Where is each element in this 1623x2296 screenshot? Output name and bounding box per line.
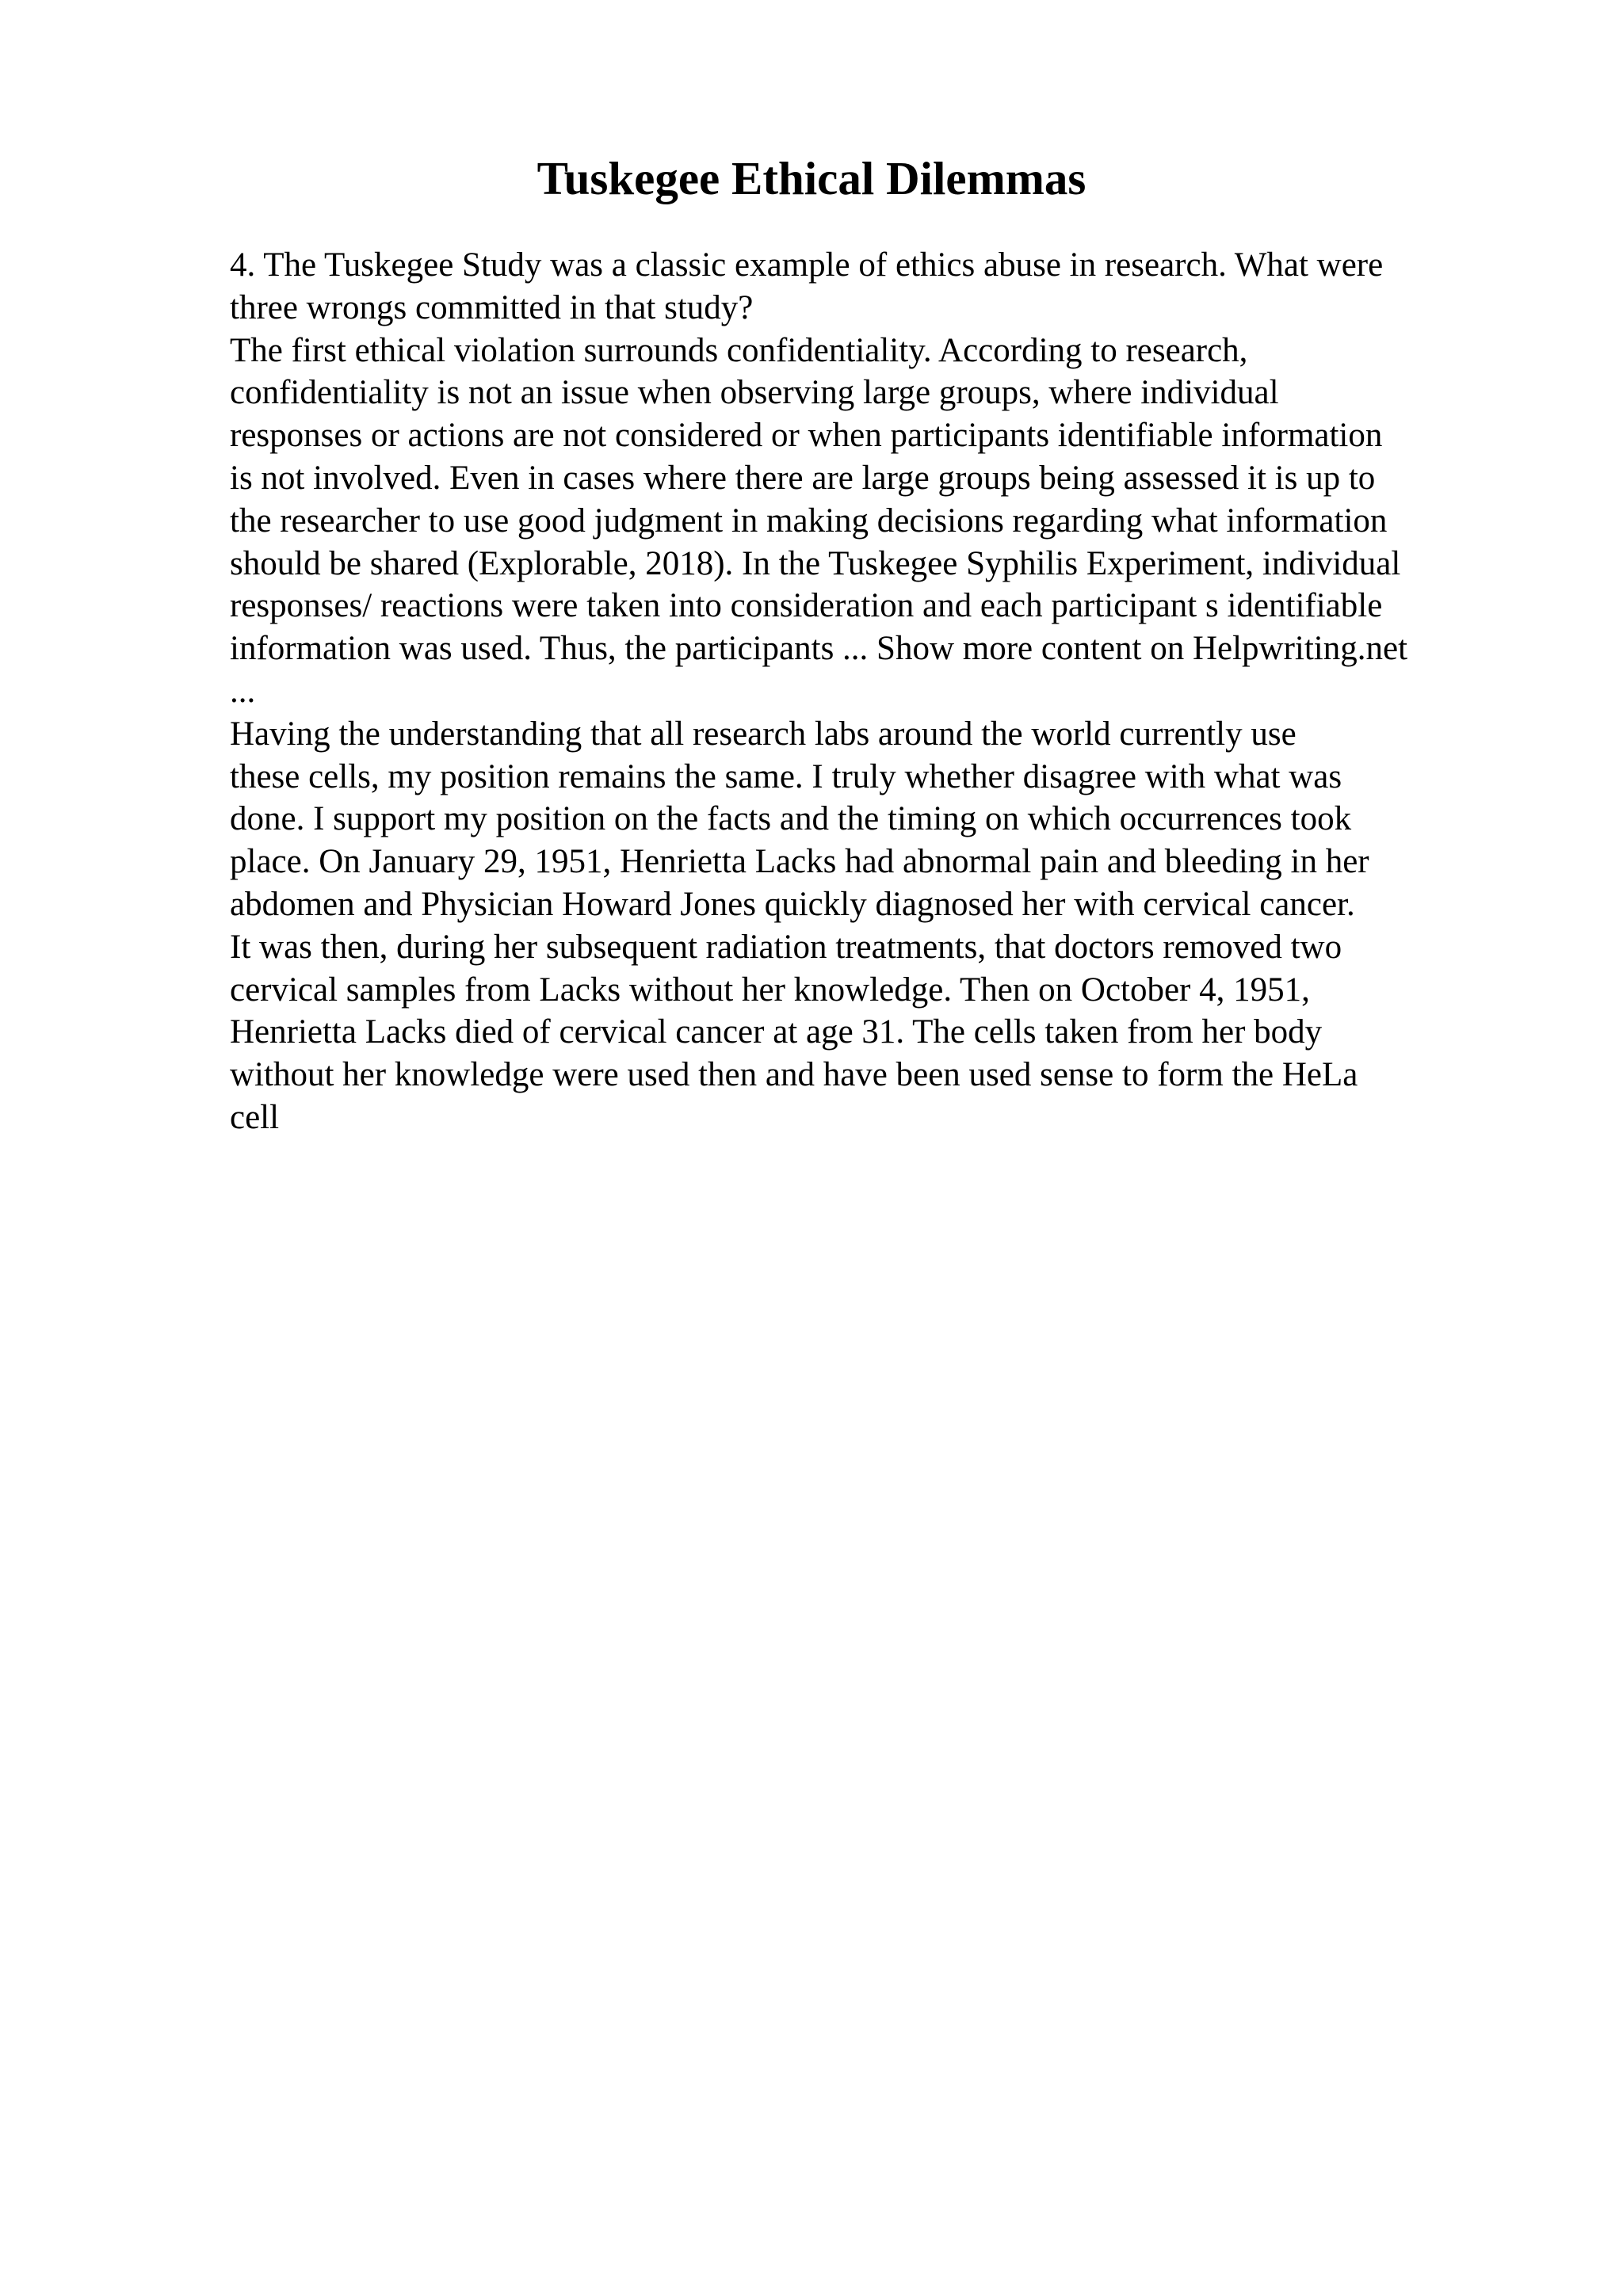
body-line: without her knowledge were used then and have been used sense to form the HeLa — [230, 1056, 1358, 1094]
body-line: place. On January 29, 1951, Henrietta Lacks had abnormal pain and bleeding in her — [230, 843, 1369, 881]
body-line: these cells, my position remains the same. I truly whether disagree with what was — [230, 757, 1342, 795]
body-line: The first ethical violation surrounds confidentiality. According to research, — [230, 331, 1248, 369]
body-line: is not involved. Even in cases where there are large groups being assessed it is up to — [230, 459, 1376, 497]
body-line: cell — [230, 1098, 280, 1136]
body-line: should be shared (Explorable, 2018). In the Tuskegee Syphilis Experiment, individual — [230, 544, 1401, 582]
body-line: Henrietta Lacks died of cervical cancer at age 31. The cells taken from her body — [230, 1013, 1323, 1051]
body-line: responses or actions are not considered or when participants identifiable information — [230, 417, 1383, 455]
body-line: cervical samples from Lacks without her knowledge. Then on October 4, 1951, — [230, 971, 1310, 1009]
body-line: three wrongs committed in that study? — [230, 288, 754, 326]
body-line: done. I support my position on the facts and the timing on which occurrences took — [230, 800, 1352, 838]
body-line: 4. The Tuskegee Study was a classic example of ethics abuse in research. What were — [230, 246, 1384, 284]
body-line: abdomen and Physician Howard Jones quickly diagnosed her with cervical cancer. — [230, 885, 1355, 923]
body-line: the researcher to use good judgment in making decisions regarding what information — [230, 502, 1388, 540]
body-line: responses/ reactions were taken into consideration and each participant s identifiable — [230, 587, 1383, 625]
body-line: It was then, during her subsequent radiation treatments, that doctors removed two — [230, 928, 1342, 966]
body-line: confidentiality is not an issue when observing large groups, where individual — [230, 374, 1279, 412]
document-body — [230, 244, 1514, 1139]
body-line: ... — [230, 672, 256, 710]
body-line: Having the understanding that all research labs around the world currently use — [230, 715, 1296, 753]
document-title: Tuskegee Ethical Dilemmas — [537, 152, 1086, 204]
body-line: information was used. Thus, the participants ... Show more content on Helpwriting.net — [230, 630, 1408, 668]
